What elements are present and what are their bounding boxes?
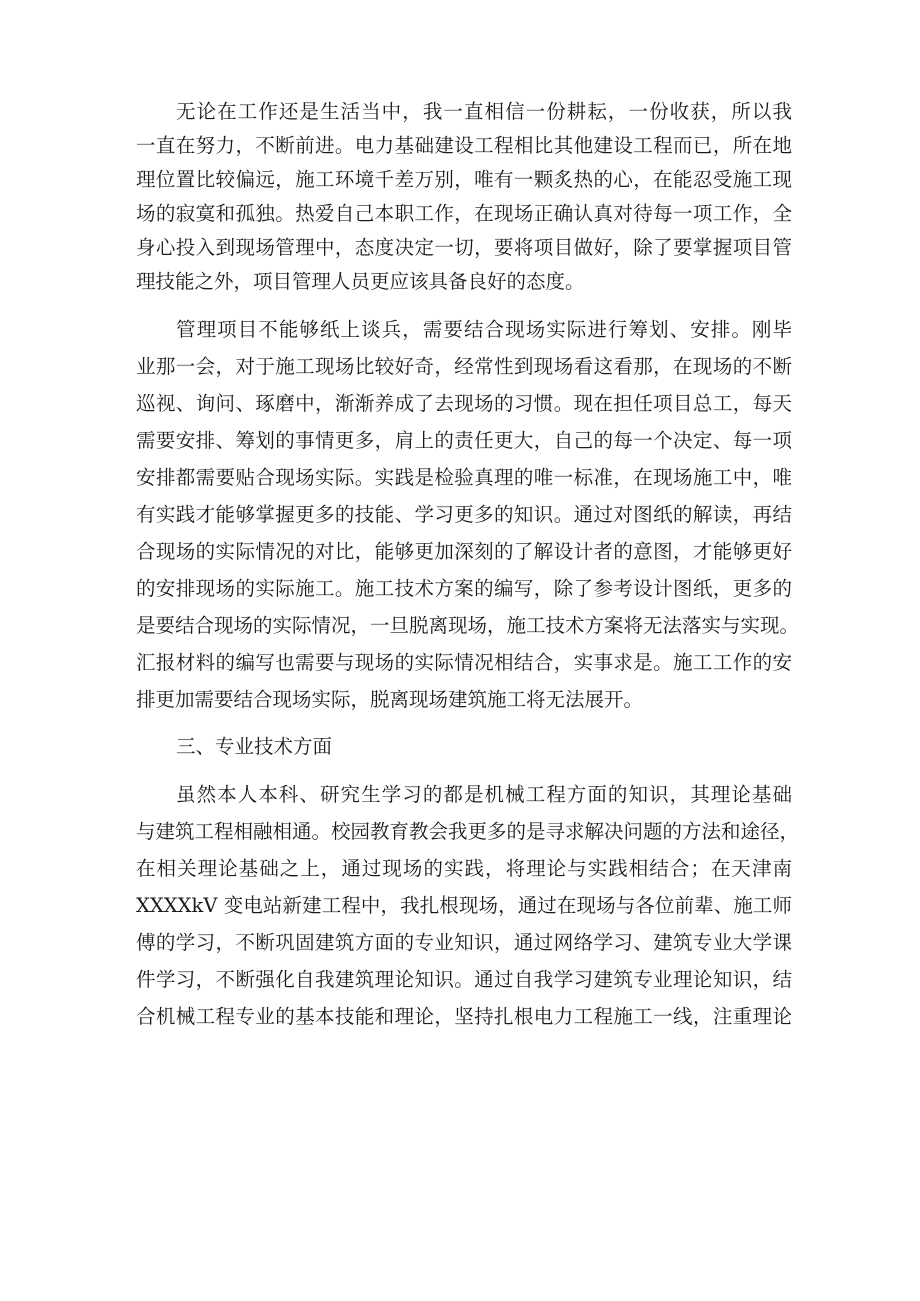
paragraph-1-line-3: 理位置比较偏远，施工环境千差万别，唯有一颗炙热的心，在能忍受施工现 — [136, 168, 792, 191]
paragraph-2-line-9: 是要结合现场的实际情况，一旦脱离现场，施工技术方案将无法落实与实现。 — [136, 614, 800, 637]
paragraph-2-line-7: 合现场的实际情况的对比，能够更加深刻的了解设计者的意图，才能够更好 — [136, 540, 792, 563]
paragraph-2-line-1: 管理项目不能够纸上谈兵，需要结合现场实际进行筹划、安排。刚毕 — [176, 318, 792, 341]
paragraph-2-line-3: 巡视、询问、琢磨中，渐渐养成了去现场的习惯。现在担任项目总工，每天 — [136, 392, 792, 415]
paragraph-1-line-2: 一直在努力，不断前进。电力基础建设工程相比其他建设工程而已，所在地 — [136, 134, 792, 157]
paragraph-3-line-1: 虽然本人本科、研究生学习的都是机械工程方面的知识，其理论基础 — [176, 783, 792, 806]
paragraph-2-line-2: 业那一会，对于施工现场比较好奇，经常性到现场看这看那，在现场的不断 — [136, 355, 792, 378]
paragraph-2-line-5: 安排都需要贴合现场实际。实践是检验真理的唯一标准，在现场施工中，唯 — [136, 466, 792, 489]
paragraph-3-line-5: 傅的学习，不断巩固建筑方面的专业知识，通过网络学习、建筑专业大学课 — [136, 931, 792, 954]
paragraph-1-line-4: 场的寂寞和孤独。热爱自己本职工作，在现场正确认真对待每一项工作，全 — [136, 202, 792, 225]
section-heading: 三、专业技术方面 — [176, 735, 333, 758]
paragraph-3-line-6: 件学习，不断强化自我建筑理论知识。通过自我学习建筑专业理论知识，结 — [136, 968, 792, 991]
paragraph-1-line-1: 无论在工作还是生活当中，我一直相信一份耕耘，一份收获，所以我 — [176, 100, 792, 123]
paragraph-2-line-10: 汇报材料的编写也需要与现场的实际情况相结合，实事求是。施工工作的安 — [136, 651, 792, 674]
paragraph-1-line-5: 身心投入到现场管理中，态度决定一切，要将项目做好，除了要掌握项目管 — [136, 236, 792, 259]
paragraph-2-line-6: 有实践才能够掌握更多的技能、学习更多的知识。通过对图纸的解读，再结 — [136, 503, 792, 526]
paragraph-3-line-2: 与建筑工程相融相通。校园教育教会我更多的是寻求解决问题的方法和途径， — [136, 820, 800, 843]
paragraph-1-line-6: 理技能之外，项目管理人员更应该具备良好的态度。 — [136, 270, 585, 293]
paragraph-2-line-4: 需要安排、筹划的事情更多，肩上的责任更大，自己的每一个决定、每一项 — [136, 429, 792, 452]
paragraph-3-line-4: XXXXkV 变电站新建工程中，我扎根现场，通过在现场与各位前辈、施工师 — [136, 894, 792, 917]
paragraph-2-line-11: 排更加需要结合现场实际，脱离现场建筑施工将无法展开。 — [136, 688, 644, 711]
paragraph-3-line-7: 合机械工程专业的基本技能和理论，坚持扎根电力工程施工一线，注重理论 — [136, 1005, 792, 1028]
paragraph-2-line-8: 的安排现场的实际施工。施工技术方案的编写，除了参考设计图纸，更多的 — [136, 577, 792, 600]
paragraph-3-line-3: 在相关理论基础之上，通过现场的实践，将理论与实践相结合；在天津南 — [136, 857, 792, 880]
